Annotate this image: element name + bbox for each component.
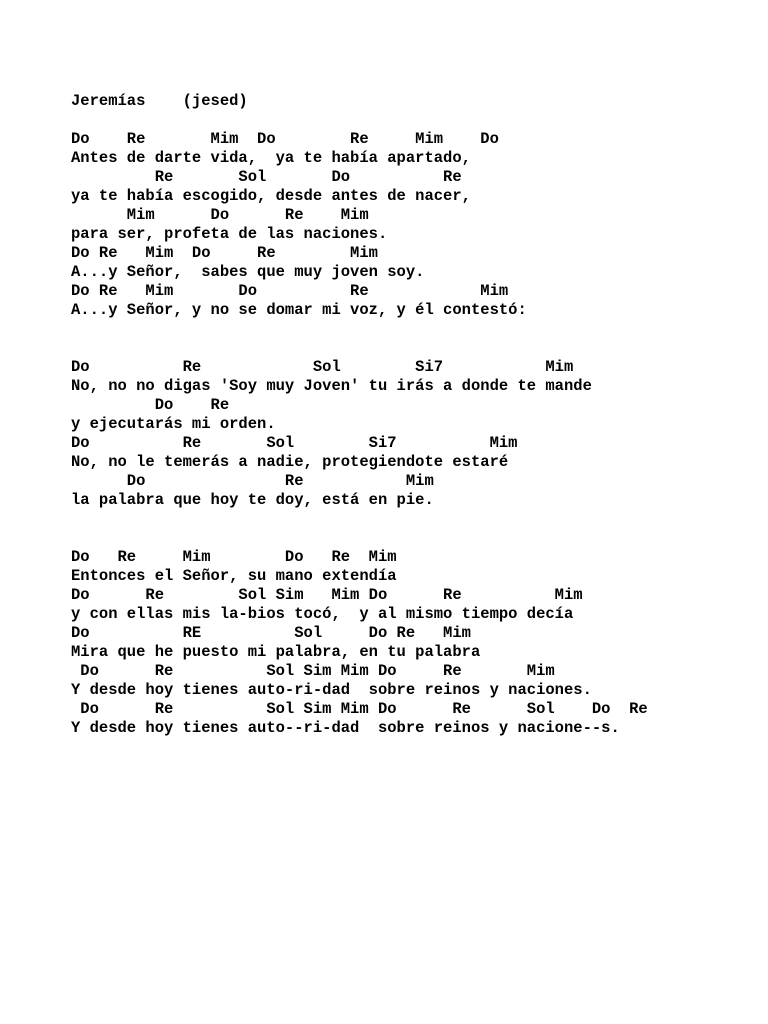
song-title: Jeremías	[71, 92, 146, 110]
lyric-line: Antes de darte vida, ya te había apartado,	[71, 149, 471, 167]
lyric-line: la palabra que hoy te doy, está en pie.	[71, 491, 434, 509]
spacer	[71, 320, 761, 358]
chord-line: Do Re Mim	[71, 472, 434, 490]
lyric-line: y con ellas mis la-bios tocó, y al mismo tiempo decía	[71, 605, 574, 623]
chord-line: Do Re Sol Sim Mim Do Re Mim	[71, 662, 555, 680]
spacer	[71, 510, 761, 548]
lyric-line: para ser, profeta de las naciones.	[71, 225, 388, 243]
chord-line: Do Re Sol Si7 Mim	[71, 434, 518, 452]
song-subtitle: (jesed)	[145, 92, 248, 110]
chord-line: Mim Do Re Mim	[71, 206, 369, 224]
lyric-line: A...y Señor, y no se domar mi voz, y él contestó:	[71, 301, 527, 319]
lyric-line: Entonces el Señor, su mano extendía	[71, 567, 397, 585]
chord-line: Do Re	[71, 396, 230, 414]
lyric-line: ya te había escogido, desde antes de nacer,	[71, 187, 471, 205]
verse-3	[71, 548, 761, 738]
lyric-line: No, no no digas 'Soy muy Joven' tu irás a donde te mande	[71, 377, 592, 395]
lyric-line: A...y Señor, sabes que muy joven soy.	[71, 263, 425, 281]
lyric-line: Y desde hoy tienes auto-ri-dad sobre reinos y naciones.	[71, 681, 592, 699]
song-sheet	[71, 92, 761, 738]
chord-line: Do Re Mim Do Re Mim	[71, 548, 397, 566]
verse-1	[71, 130, 761, 320]
lyric-line: No, no le temerás a nadie, protegiendote estaré	[71, 453, 509, 471]
chord-line: Re Sol Do Re	[71, 168, 462, 186]
chord-line: Do Re Sol Sim Mim Do Re Mim	[71, 586, 583, 604]
song-title-line	[71, 92, 761, 111]
chord-line: Do Re Mim Do Re Mim	[71, 244, 378, 262]
lyric-line: y ejecutarás mi orden.	[71, 415, 276, 433]
lyric-line: Mira que he puesto mi palabra, en tu palabra	[71, 643, 481, 661]
chord-line: Do Re Mim Do Re Mim Do	[71, 130, 499, 148]
chord-line: Do Re Mim Do Re Mim	[71, 282, 509, 300]
chord-line: Do Re Sol Si7 Mim	[71, 358, 574, 376]
chord-line: Do Re Sol Sim Mim Do Re Sol Do Re	[71, 700, 648, 718]
lyric-line: Y desde hoy tienes auto--ri-dad sobre reinos y nacione--s.	[71, 719, 620, 737]
verse-2	[71, 358, 761, 510]
chord-line: Do RE Sol Do Re Mim	[71, 624, 471, 642]
spacer	[71, 111, 761, 130]
